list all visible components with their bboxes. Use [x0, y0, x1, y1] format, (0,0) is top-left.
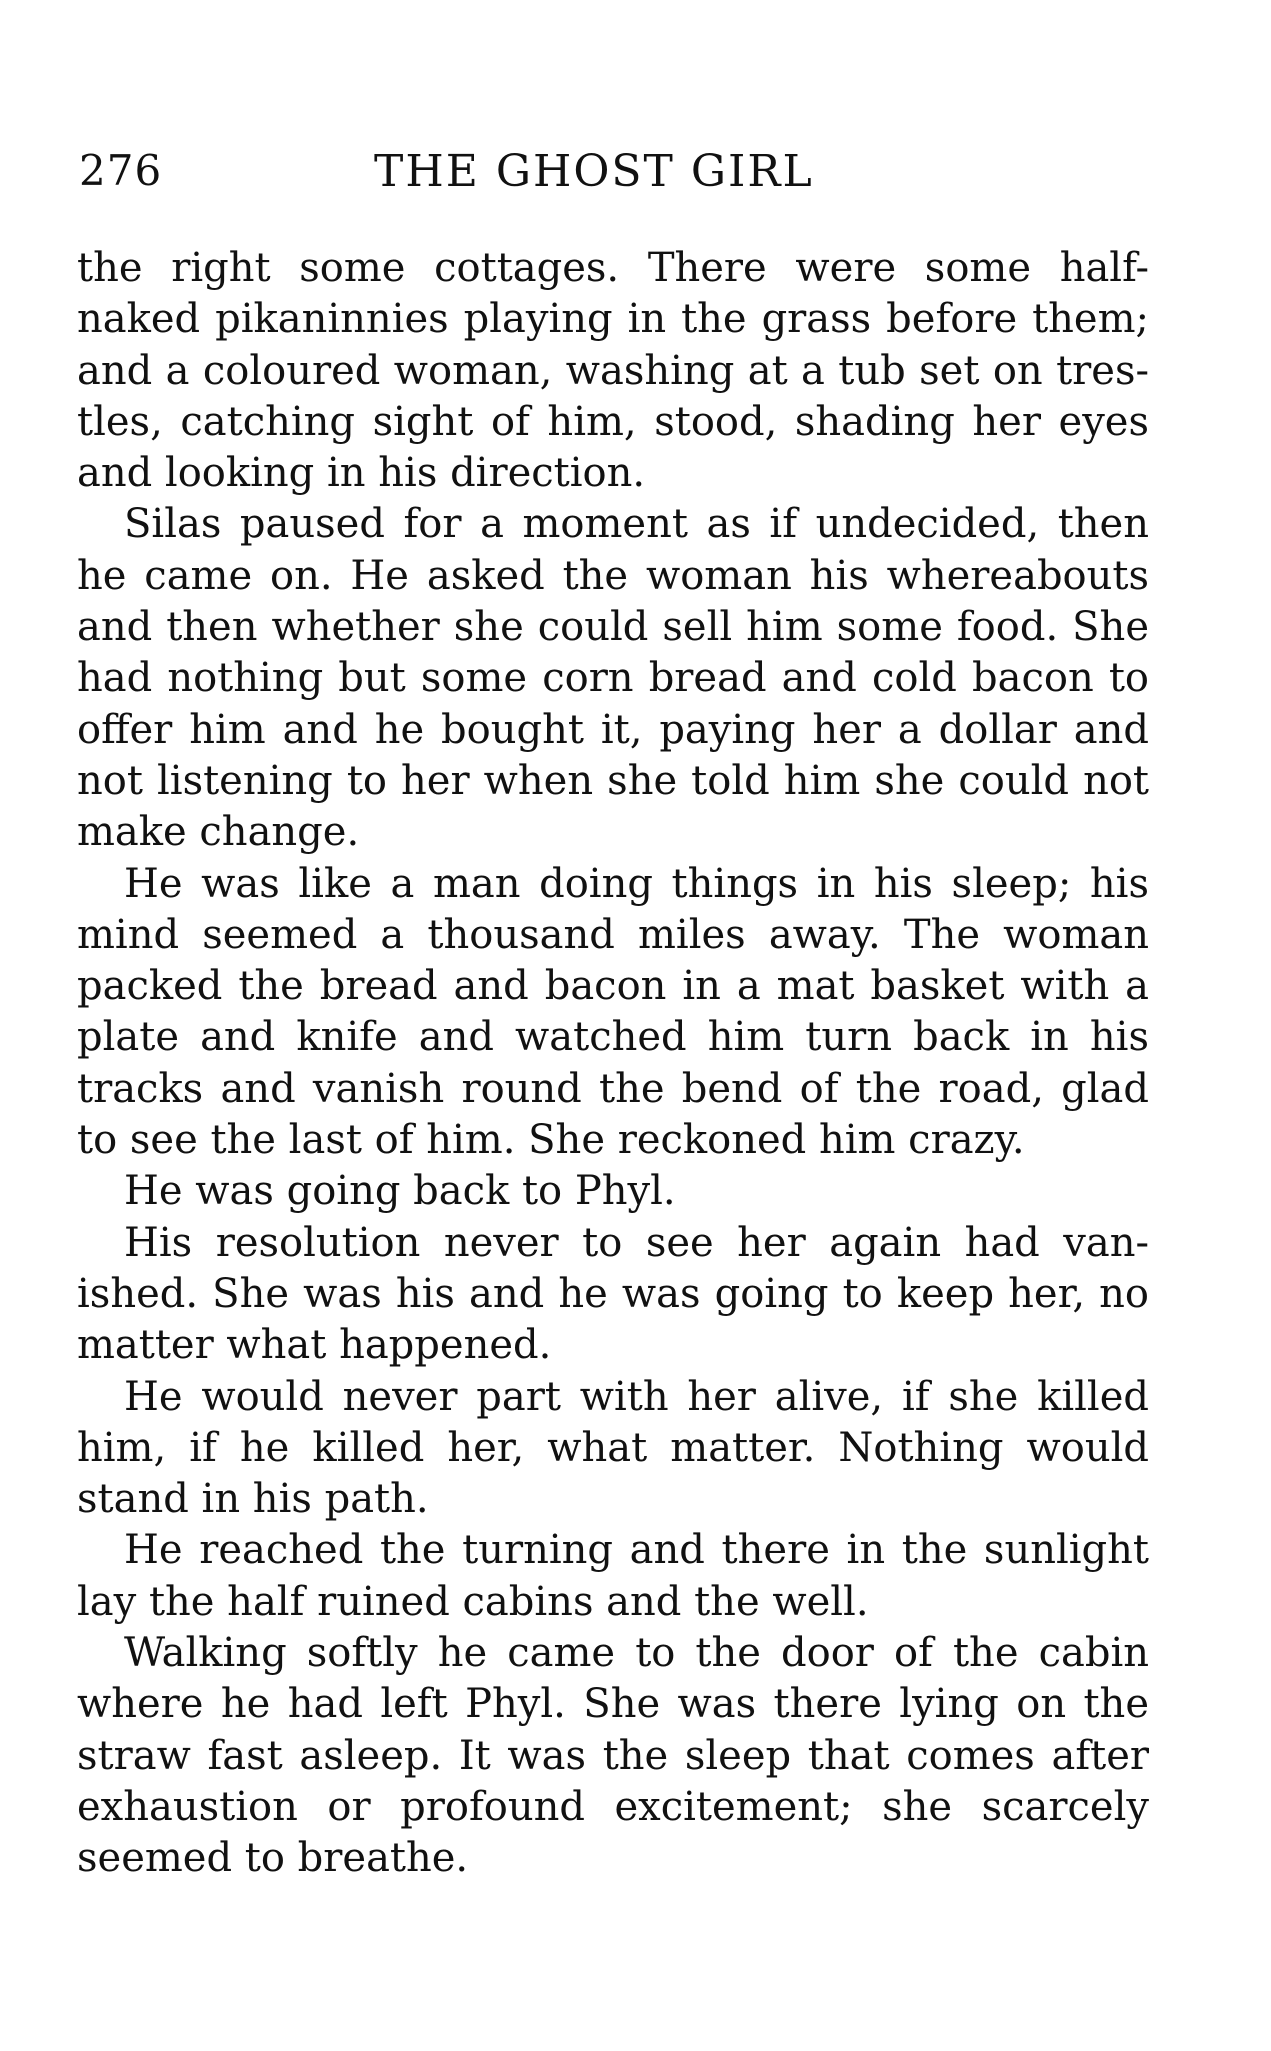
paragraph: He was like a man doing things in his sleep; his mind seemed a thousand miles away. The woman packed the bread and bacon in a mat basket with a plate and knife and watched him turn back in his tracks and vanish round the bend of the road, glad to see the last of him. She reckoned him crazy.	[77, 860, 1149, 1164]
paragraph: He reached the turning and there in the sunlight lay the half ruined cabins and the well.	[77, 1527, 1149, 1625]
paragraph: His resolution never to see her again had van-ished. She was his and he was going to keep her, no matter what happened.	[77, 1219, 1149, 1369]
paragraph: Walking softly he came to the door of the cabin where he had left Phyl. She was there lying on the straw fast asleep. It was the sleep that comes after exhaustion or profound excitement; she scarcely seemed to breathe.	[77, 1630, 1149, 1882]
paragraph: He was going back to Phyl.	[124, 1168, 676, 1215]
paragraph: Silas paused for a moment as if undecided, then he came on. He asked the woman his whereabouts and then whether she could sell him some food. She had nothing but some corn bread and cold bacon to offer him and he bought it, paying her a dollar and not listening to her when she told him she could not make change.	[77, 501, 1149, 856]
paragraph: the right some cottages. There were some half-naked pikaninnies playing in the grass before them; and a coloured woman, washing at a tub set on tres-tles, catching sight of him, stood, shading her eyes and looking in his direction.	[77, 245, 1149, 497]
paragraph: He would never part with her alive, if she killed him, if he killed her, what matter. Nothing would stand in his path.	[77, 1373, 1149, 1523]
page-header	[79, 146, 1149, 206]
page-number: 276	[79, 146, 163, 195]
body-text	[77, 243, 1149, 1885]
running-title: THE GHOST GIRL	[374, 146, 814, 197]
